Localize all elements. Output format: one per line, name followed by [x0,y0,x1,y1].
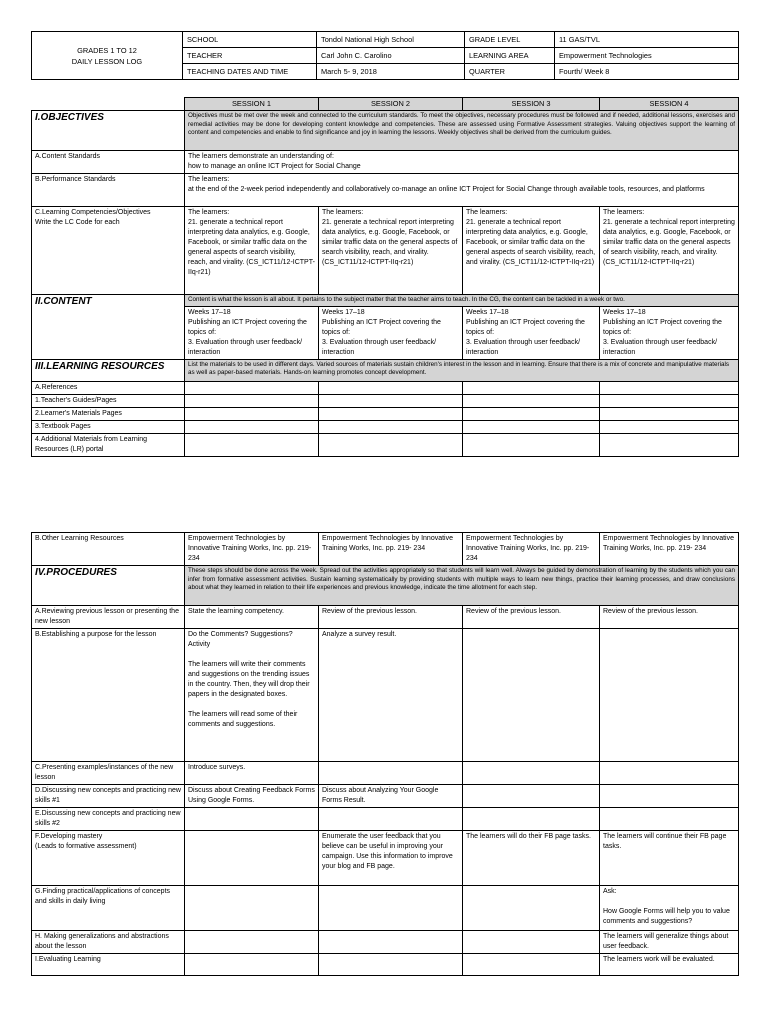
mastery-session-4: The learners will continue their FB page tasks. [600,831,739,886]
other-resources-session-1: Empowerment Technologies by Innovative Training Works, Inc. pp. 219- 234 [185,533,319,566]
reviewing-label: A.Reviewing previous lesson or presenting the new lesson [32,606,185,629]
competencies-label: C.Learning Competencies/Objectives Write the LC Code for each [32,207,185,295]
mastery-session-2: Enumerate the user feedback that you believe can be useful in improving your campaign. Use this information to improve your blog and FB page. [319,831,463,886]
dates-value: March 5- 9, 2018 [317,64,465,80]
objectives-note: Objectives must be met over the week and connected to the curriculum standards. To meet the objectives, necessary procedures must be followed and if needed, additional lessons, exercises and remedial activities may be done for developing content knowledge and competencies. These are assessed using Formative Assessment strategies. Valuing objectives support the learning of content and competencies and enable to find significance and joy in learning the lessons. Weekly objectives shall be derived from the curriculum guides. [185,111,739,151]
evaluating-label: I.Evaluating Learning [32,954,185,976]
references-label: A.References [32,381,185,394]
performance-standards-label: B.Performance Standards [32,174,185,207]
competency-session-4: The learners: 21. generate a technical report interpreting data analytics, e.g. Google, Facebook, or similar traffic data on the general aspects of search visibility, reach, and virality. (CS_ICT11/12-ICTPT-IIq-r21) [600,207,739,295]
competency-session-2: The learners: 21. generate a technical report interpreting data analytics, e.g. Google, Facebook, or similar traffic data on the general aspects of search visibility, reach, and virality. (CS_ICT11/12-ICTPT-IIq-r21) [319,207,463,295]
generalizations-label: H. Making generalizations and abstractions about the lesson [32,931,185,954]
school-value: Tondol National High School [317,32,465,48]
purpose-session-3 [463,629,600,762]
discussing1-label: D.Discussing new concepts and practicing new skills #1 [32,785,185,808]
evaluating-session-2 [319,954,463,976]
resources-title: III.LEARNING RESOURCES [32,359,185,381]
evaluating-session-3 [463,954,600,976]
session-4-header: SESSION 4 [600,98,739,111]
reviewing-session-4: Review of the previous lesson. [600,606,739,629]
resources-note: List the materials to be used in different days. Varied sources of materials sustain children's interest in the lesson and in learning. Ensure that there is a mix of concrete and manipulative materials as well as paper-based materials. Hands-on learning promotes concept development. [185,359,739,381]
learning-area-label: LEARNING AREA [465,48,555,64]
reviewing-session-3: Review of the previous lesson. [463,606,600,629]
lesson-table-part2 [31,532,739,976]
purpose-label: B.Establishing a purpose for the lesson [32,629,185,762]
presenting-session-4 [600,762,739,785]
other-resources-label: B.Other Learning Resources [32,533,185,566]
practical-session-3 [463,886,600,931]
objectives-title: I.OBJECTIVES [32,111,185,151]
grade-level-value: 11 GAS/TVL [555,32,739,48]
purpose-session-4 [600,629,739,762]
lesson-log-title: GRADES 1 TO 12 DAILY LESSON LOG [32,32,183,80]
competency-session-3: The learners: 21. generate a technical report interpreting data analytics, e.g. Google, Facebook, or similar traffic data on the general aspects of search visibility, reach, and virality. (CS_ICT11/12-ICTPT-IIq-r21) [463,207,600,295]
presenting-session-1: Introduce surveys. [185,762,319,785]
content-standards-value: The learners demonstrate an understanding of: how to manage an online ICT Project for Social Change [185,151,739,174]
mastery-session-3: The learners will do their FB page tasks. [463,831,600,886]
teachers-guide-label: 1.Teacher's Guides/Pages [32,394,185,407]
content-standards-label: A.Content Standards [32,151,185,174]
content-title: II.CONTENT [32,295,185,360]
discussing1-session-1: Discuss about Creating Feedback Forms Using Google Forms. [185,785,319,808]
evaluating-session-1 [185,954,319,976]
quarter-label: QUARTER [465,64,555,80]
mastery-session-1 [185,831,319,886]
grade-level-label: GRADE LEVEL [465,32,555,48]
practical-session-2 [319,886,463,931]
textbook-label: 3.Textbook Pages [32,420,185,433]
discussing2-label: E.Discussing new concepts and practicing new skills #2 [32,808,185,831]
presenting-session-2 [319,762,463,785]
other-resources-session-3: Empowerment Technologies by Innovative Training Works, Inc. pp. 219- 234 [463,533,600,566]
mastery-label: F.Developing mastery (Leads to formative assessment) [32,831,185,886]
presenting-label: C.Presenting examples/instances of the new lesson [32,762,185,785]
blank-corner [32,98,185,111]
lesson-table-part1 [31,97,739,457]
generalizations-session-4: The learners will generalize things about user feedback. [600,931,739,954]
header-table [31,31,739,80]
content-session-4: Weeks 17–18 Publishing an ICT Project covering the topics of: 3. Evaluation through user feedback/ interaction [600,306,739,359]
reviewing-session-1: State the learning competency. [185,606,319,629]
competency-session-1: The learners: 21. generate a technical report interpreting data analytics, e.g. Google, Facebook, or similar traffic data on the general aspects of search visibility, reach, and virality. (CS_ICT11/12-ICTPT-IIq-r21) [185,207,319,295]
other-resources-session-2: Empowerment Technologies by Innovative Training Works, Inc. pp. 219- 234 [319,533,463,566]
practical-label: G.Finding practical/applications of concepts and skills in daily living [32,886,185,931]
purpose-session-2: Analyze a survey result. [319,629,463,762]
discussing1-session-3 [463,785,600,808]
learning-area-value: Empowerment Technologies [555,48,739,64]
practical-session-4: Ask: How Google Forms will help you to value comments and suggestions? [600,886,739,931]
purpose-session-1: Do the Comments? Suggestions? Activity The learners will write their comments and suggestions on the trending issues in the country. Then, they will drop their papers in the designated boxes. The learners will read some of their comments and suggestions. [185,629,319,762]
procedures-note: These steps should be done across the week. Spread out the activities appropriately so that students will learn well. Always be guided by demonstration of learning by the students which you can infer from formative assessment activities. Sustain learning systematically by providing students with multiple ways to learn new things, practice their learning processes, and draw conclusions about what they learned in relation to their life experiences and previous knowledge, indicate the time allotment for each step. [185,566,739,606]
session-3-header: SESSION 3 [463,98,600,111]
learners-materials-label: 2.Learner's Materials Pages [32,407,185,420]
content-session-1: Weeks 17–18 Publishing an ICT Project covering the topics of: 3. Evaluation through user feedback/ interaction [185,306,319,359]
teacher-label: TEACHER [183,48,317,64]
dates-label: TEACHING DATES AND TIME [183,64,317,80]
procedures-title: IV.PROCEDURES [32,566,185,606]
generalizations-session-3 [463,931,600,954]
performance-standards-value: The learners: at the end of the 2-week period independently and collaboratively co-manage an online ICT Project for Social Change through available tools, resources, and platforms [185,174,739,207]
teacher-value: Carl John C. Carolino [317,48,465,64]
session-2-header: SESSION 2 [319,98,463,111]
other-resources-session-4: Empowerment Technologies by Innovative Training Works, Inc. pp. 219- 234 [600,533,739,566]
school-label: SCHOOL [183,32,317,48]
generalizations-session-2 [319,931,463,954]
reviewing-session-2: Review of the previous lesson. [319,606,463,629]
quarter-value: Fourth/ Week 8 [555,64,739,80]
generalizations-session-1 [185,931,319,954]
evaluating-session-4: The learners work will be evaluated. [600,954,739,976]
discussing1-session-4 [600,785,739,808]
session-1-header: SESSION 1 [185,98,319,111]
discussing1-session-2: Discuss about Analyzing Your Google Forms Result. [319,785,463,808]
presenting-session-3 [463,762,600,785]
content-note: Content is what the lesson is all about. It pertains to the subject matter that the teacher aims to teach. In the CG, the content can be tackled in a week or two. [185,295,739,307]
content-session-2: Weeks 17–18 Publishing an ICT Project covering the topics of: 3. Evaluation through user feedback/ interaction [319,306,463,359]
practical-session-1 [185,886,319,931]
additional-materials-label: 4.Additional Materials from Learning Resources (LR) portal [32,433,185,456]
content-session-3: Weeks 17–18 Publishing an ICT Project covering the topics of: 3. Evaluation through user feedback/ interaction [463,306,600,359]
